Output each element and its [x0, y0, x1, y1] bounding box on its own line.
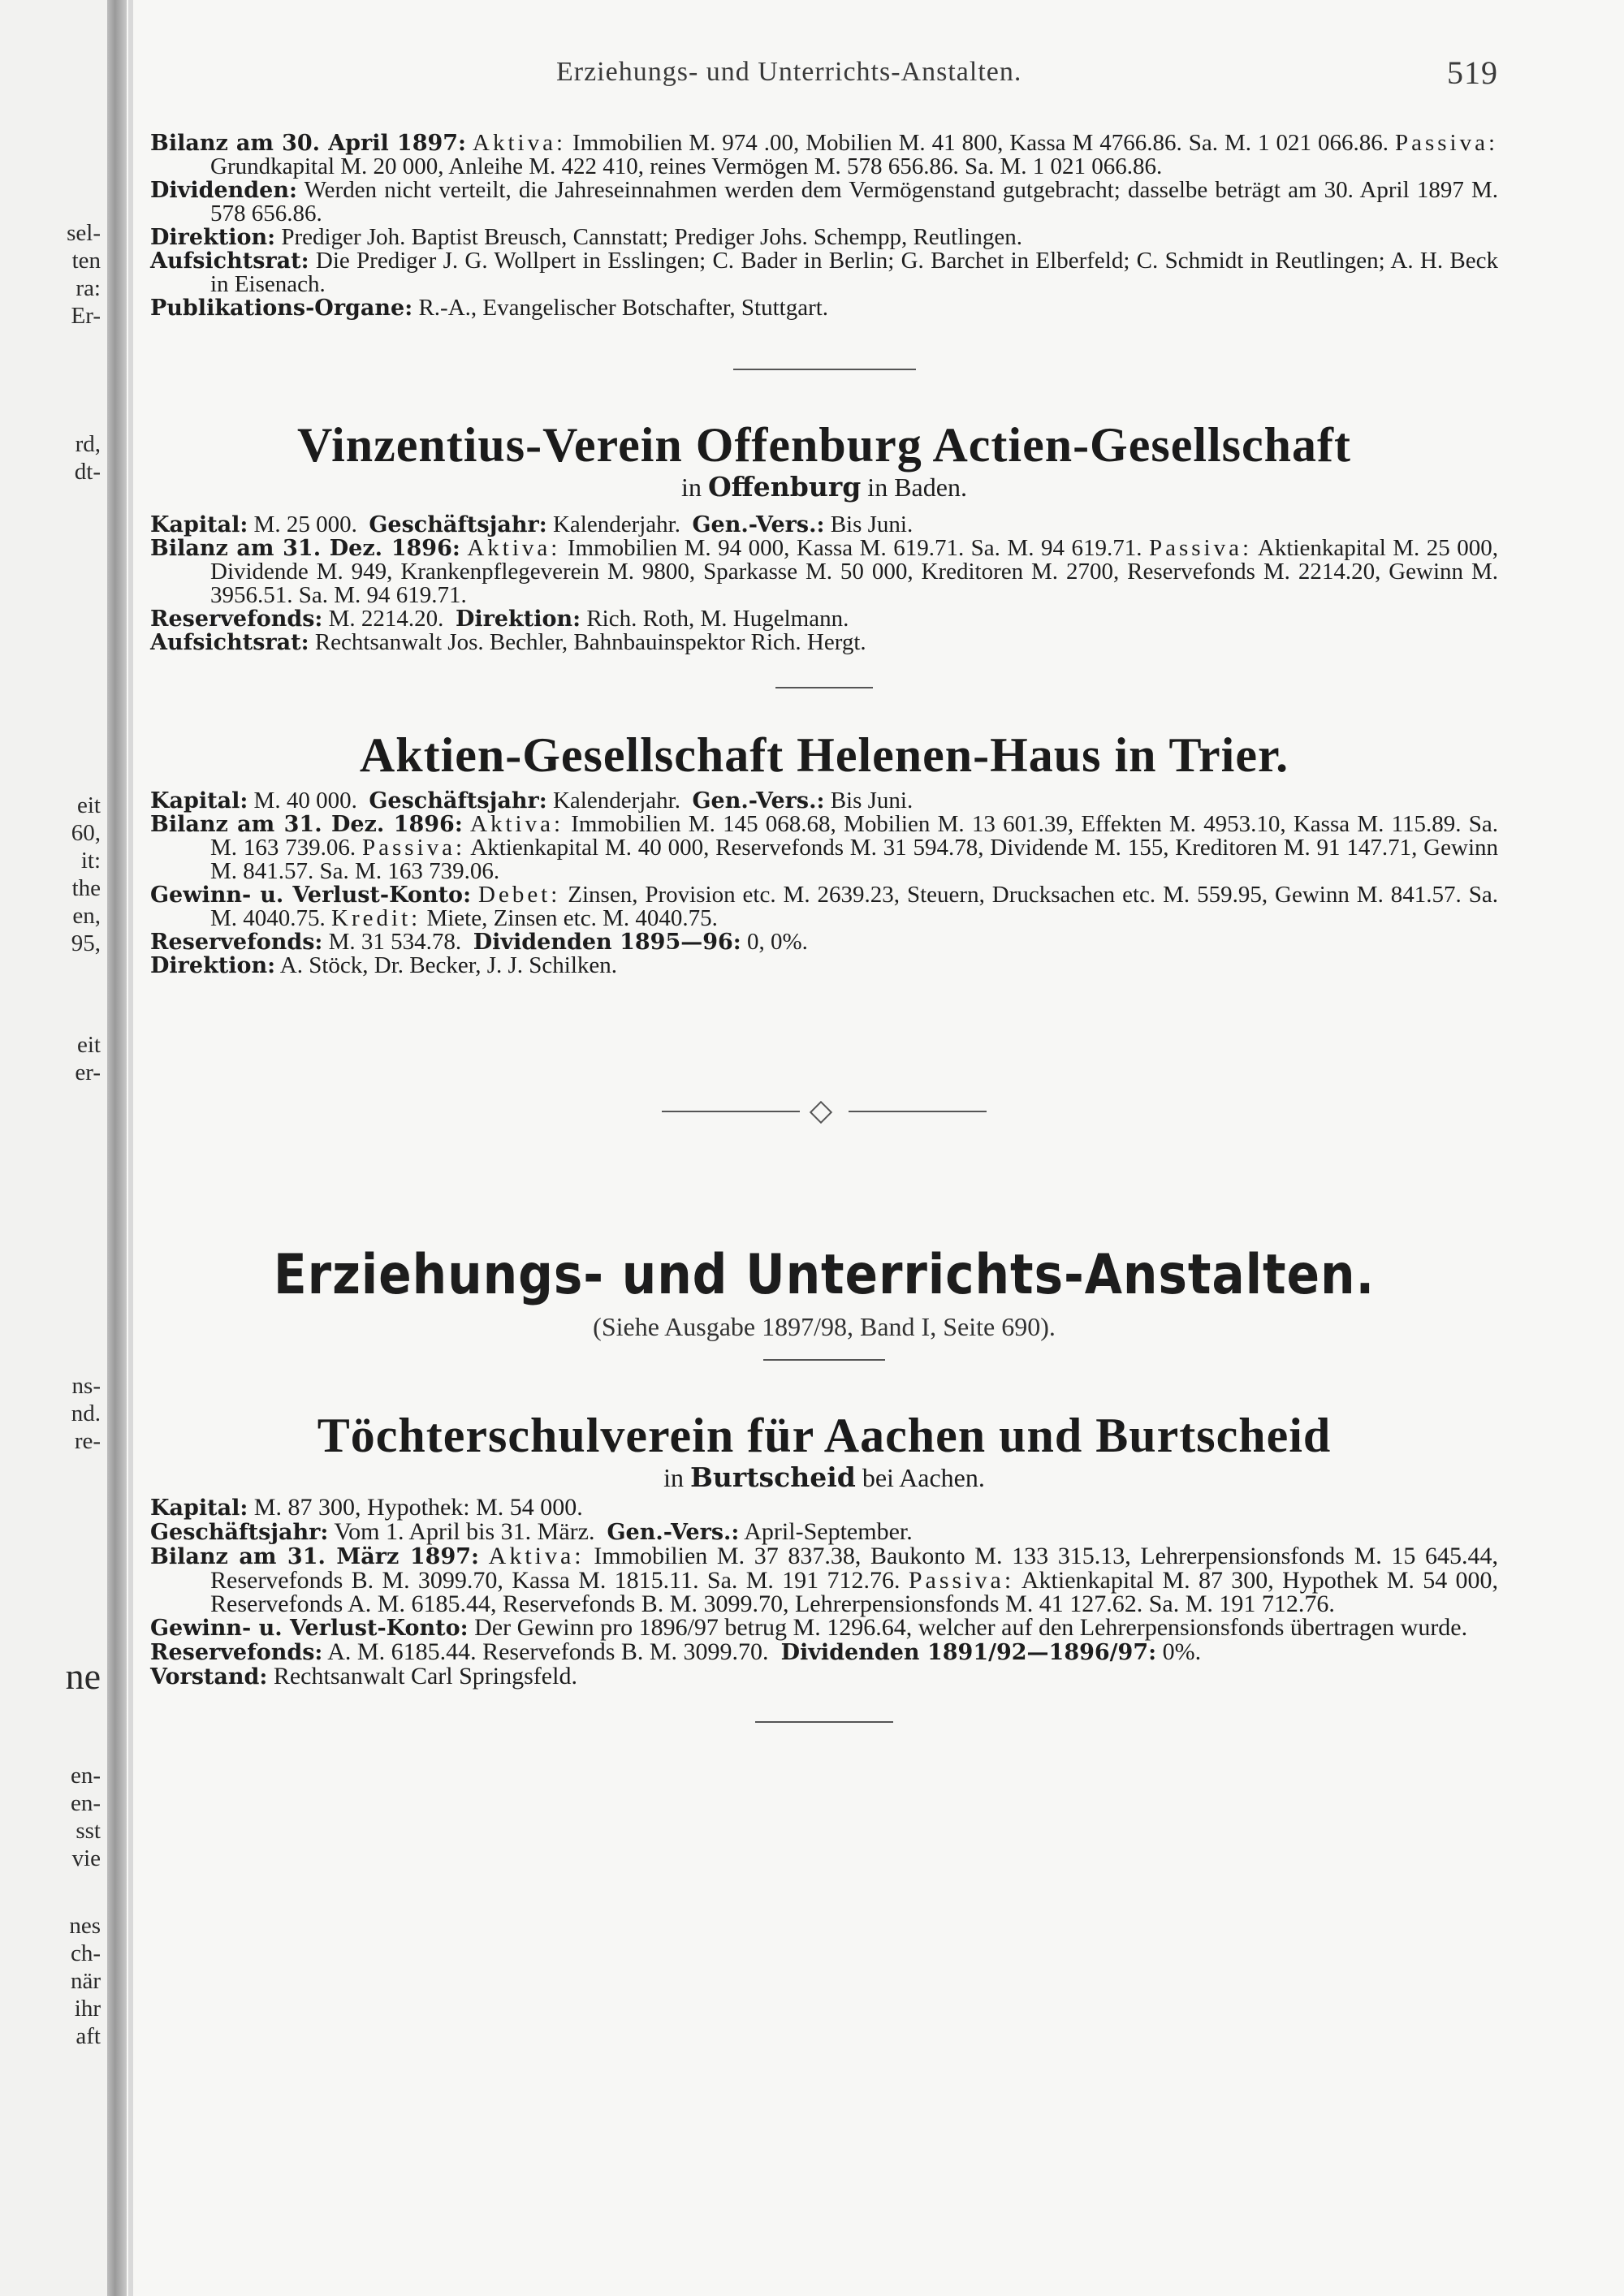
- company-entry: [150, 513, 1498, 654]
- dividenden-text: 0%.: [1162, 1638, 1202, 1665]
- margin-fragment: [32, 219, 106, 330]
- margin-line: eit: [77, 1032, 101, 1058]
- aufsichtsrat-text: Rechtsanwalt Jos. Bechler, Bahnbauinspektor Rich. Hergt.: [314, 629, 866, 655]
- ornament-line-left: [662, 1111, 800, 1112]
- geschaeftsjahr-text: Kalenderjahr.: [552, 788, 680, 814]
- guv-paragraph: [150, 883, 1498, 930]
- passiva-label: Passiva:: [361, 835, 466, 861]
- geschaeftsjahr-text: Kalenderjahr.: [552, 511, 680, 537]
- aktiva-label: Aktiva:: [488, 1543, 585, 1569]
- geschaeftsjahr-paragraph: [150, 1520, 1498, 1544]
- margin-line: eit: [77, 792, 101, 818]
- margin-line: nes: [69, 1913, 101, 1939]
- margin-line: nd.: [71, 1400, 101, 1426]
- reservefonds-text: A. M. 6185.44. Reservefonds B. M. 3099.70.: [327, 1638, 769, 1665]
- company-entry: [150, 789, 1498, 978]
- geschaeftsjahr-label: Geschäftsjahr:: [369, 512, 547, 537]
- kredit-label: Kredit:: [331, 905, 421, 931]
- direktion-paragraph: [150, 226, 1498, 249]
- direktion-label: Direktion:: [150, 225, 276, 250]
- aktiva-label: Aktiva:: [467, 535, 561, 561]
- passiva-text: Aktienkapital M. 40 000, Reservefonds M. 31 594.78, Dividende M. 155, Kreditoren M. 91 147.71, Gewinn M. 841.57. Sa. M. 163 739.06.: [210, 835, 1498, 884]
- entry-continuation: [150, 132, 1498, 320]
- page: [150, 49, 1498, 1723]
- guv-label: Gewinn- u. Verlust-Konto:: [150, 883, 472, 908]
- reservefonds-label: Reservefonds:: [150, 606, 323, 632]
- margin-fragment: [32, 1031, 106, 1086]
- company-location: [150, 1463, 1498, 1492]
- section-title: Erziehungs- und Unterrichts-Anstalten.: [273, 1243, 1376, 1307]
- aufsichtsrat-label: Aufsichtsrat:: [150, 248, 309, 274]
- kapital-text: M. 87 300, Hypothek: M. 54 000.: [253, 1494, 583, 1521]
- kredit-text: Miete, Zinsen etc. M. 4040.75.: [426, 905, 718, 931]
- passiva-label: Passiva:: [1394, 130, 1499, 156]
- margin-line: en-: [70, 1763, 101, 1789]
- bilanz-paragraph: [150, 813, 1498, 883]
- margin-line: vie: [71, 1845, 101, 1871]
- gen-vers-text: Bis Juni.: [830, 511, 914, 537]
- margin-fragment: [32, 1656, 106, 1697]
- margin-line: ns-: [71, 1373, 101, 1399]
- direktion-label: Direktion:: [455, 606, 581, 632]
- aktiva-text: Immobilien M. 94 000, Kassa M. 619.71. Sa. M. 94 619.71.: [567, 535, 1142, 561]
- publikations-label: Publikations-Organe:: [150, 296, 413, 321]
- reservefonds-label: Reservefonds:: [150, 1640, 323, 1665]
- bilanz-label: Bilanz am 31. März 1897:: [150, 1544, 480, 1569]
- company-title: Töchterschulverein für Aachen und Burtscheid: [317, 1409, 1332, 1462]
- gen-vers-text: Bis Juni.: [830, 788, 914, 814]
- kapital-label: Kapital:: [150, 788, 248, 814]
- direktion-text: Prediger Joh. Baptist Breusch, Cannstatt; Prediger Johs. Schempp, Reutlingen.: [281, 224, 1022, 250]
- running-head: [150, 49, 1498, 97]
- gen-vers-text: April-September.: [744, 1518, 913, 1545]
- dividenden-label: Dividenden:: [150, 178, 297, 203]
- margin-line: dt-: [74, 459, 101, 485]
- vorstand-text: Rechtsanwalt Carl Springsfeld.: [273, 1663, 577, 1690]
- bilanz-label: Bilanz am 31. Dez. 1896:: [150, 812, 463, 837]
- margin-line: en,: [72, 903, 101, 929]
- dividenden-label: Dividenden 1891/92—1896/97:: [780, 1640, 1157, 1665]
- passiva-label: Passiva:: [908, 1567, 1015, 1594]
- margin-line: 95,: [71, 930, 101, 956]
- direktion-text: Rich. Roth, M. Hugelmann.: [586, 606, 849, 632]
- margin-line: ne: [65, 1655, 101, 1697]
- aktiva-text: Immobilien M. 145 068.68, Mobilien M. 13 601.39, Effekten M. 4953.10, Kassa M. 115.89. Sa. M. 163 739.06.: [210, 811, 1499, 861]
- guv-label: Gewinn- u. Verlust-Konto:: [150, 1616, 469, 1641]
- bilanz-label: Bilanz am 30. April 1897:: [150, 131, 467, 156]
- vorstand-paragraph: [150, 1664, 1498, 1689]
- geschaeftsjahr-label: Geschäftsjahr:: [369, 788, 547, 814]
- page-number: 519: [1447, 54, 1498, 91]
- margin-line: Er-: [71, 303, 101, 329]
- aktiva-text: Immobilien M. 37 837.38, Baukonto M. 133 315.13, Lehrerpensionsfonds M. 15 645.44, Reservefonds B. M. 3099.70, Kassa M. 1815.11. Sa. M. 191 712.76.: [210, 1543, 1499, 1594]
- margin-fragment: [32, 1372, 106, 1455]
- aufsichtsrat-label: Aufsichtsrat:: [150, 630, 309, 655]
- kapital-label: Kapital:: [150, 1495, 248, 1521]
- location-suffix: in Baden.: [867, 473, 967, 502]
- section-subtitle: (Siehe Ausgabe 1897/98, Band I, Seite 690).: [593, 1312, 1056, 1341]
- gen-vers-label: Gen.-Vers.:: [692, 512, 825, 537]
- margin-line: 60,: [71, 820, 101, 846]
- publikations-text: R.-A., Evangelischer Botschafter, Stuttgart.: [418, 295, 829, 321]
- aufsichtsrat-text: Die Prediger J. G. Wollpert in Esslingen; C. Bader in Berlin; G. Barchet in Elberfeld; C. Schmidt in Reutlingen; A. H. Beck in Eisenach.: [210, 248, 1499, 297]
- margin-line: ten: [71, 248, 101, 274]
- margin-line: när: [70, 1968, 101, 1994]
- gen-vers-label: Gen.-Vers.:: [692, 788, 825, 814]
- margin-fragment: [32, 1912, 106, 2050]
- ornament-line-right: [849, 1111, 987, 1112]
- dividenden-paragraph: [150, 179, 1498, 226]
- bilanz-paragraph: [150, 537, 1498, 607]
- location-prefix: in: [663, 1463, 685, 1492]
- location-city: Offenburg: [707, 471, 862, 503]
- location-prefix: in: [681, 473, 702, 502]
- separator-rule: [775, 687, 873, 688]
- aktiva-label: Aktiva:: [470, 811, 564, 837]
- kapital-paragraph: [150, 513, 1498, 537]
- margin-fragment: [32, 1762, 106, 1872]
- dividenden-text: Werden nicht verteilt, die Jahreseinnahmen werden dem Vermögenstand gutgebracht; dasselbe beträgt am 30. April 1897 M. 578 656.86.: [210, 177, 1499, 227]
- aktiva-label: Aktiva:: [473, 130, 567, 156]
- location-city: Burtscheid: [690, 1461, 856, 1493]
- kapital-text: M. 40 000.: [253, 788, 357, 814]
- kapital-paragraph: [150, 789, 1498, 813]
- ornament-diamond-icon: [810, 1101, 832, 1124]
- margin-line: er-: [75, 1060, 101, 1085]
- debet-text: Zinsen, Provision etc. M. 2639.23, Steuern, Drucksachen etc. M. 559.95, Gewinn M. 841.57. Sa. M. 4040.75.: [210, 882, 1498, 931]
- margin-line: ra:: [76, 275, 101, 301]
- section-ornament: [662, 1099, 987, 1124]
- book-spine-shadow: [107, 0, 127, 2296]
- bilanz-paragraph: [150, 132, 1498, 179]
- vorstand-label: Vorstand:: [150, 1664, 268, 1690]
- margin-fragment: [32, 430, 106, 486]
- aktiva-text: Immobilien M. 974 .00, Mobilien M. 41 800, Kassa M 4766.86. Sa. M. 1 021 066.86.: [572, 130, 1389, 156]
- separator-rule: [733, 369, 916, 370]
- reserve-paragraph: [150, 1640, 1498, 1664]
- reservefonds-text: M. 31 534.78.: [328, 929, 462, 955]
- margin-line: the: [71, 875, 101, 901]
- margin-line: sst: [76, 1818, 101, 1844]
- margin-line: aft: [76, 2023, 101, 2049]
- aufsichtsrat-paragraph: [150, 631, 1498, 654]
- passiva-text: Grundkapital M. 20 000, Anleihe M. 422 410, reines Vermögen M. 578 656.86. Sa. M. 1 021 066.86.: [210, 153, 1163, 179]
- margin-fragment: [32, 792, 106, 957]
- direktion-label: Direktion:: [150, 953, 276, 978]
- reserve-paragraph: [150, 930, 1498, 954]
- margin-line: en-: [70, 1790, 101, 1816]
- company-entry: [150, 1495, 1498, 1689]
- reservefonds-text: M. 2214.20.: [328, 606, 444, 632]
- passiva-text: Aktienkapital M. 87 300, Hypothek M. 54 000, Reservefonds A. M. 6185.44, Reservefonds B. M. 3099.70, Lehrerpensionsfonds M. 41 127.62. Sa. M. 191 712.76.: [210, 1567, 1499, 1617]
- kapital-paragraph: [150, 1495, 1498, 1520]
- separator-rule: [755, 1721, 893, 1723]
- gen-vers-label: Gen.-Vers.:: [607, 1520, 740, 1545]
- dividenden-text: 0, 0%.: [747, 929, 808, 955]
- book-spine-edge: [128, 0, 133, 2296]
- margin-line: sel-: [67, 220, 101, 246]
- separator-rule: [763, 1359, 885, 1361]
- guv-text: Der Gewinn pro 1896/97 betrug M. 1296.64, welcher auf den Lehrerpensionsfonds übertragen wurde.: [474, 1614, 1468, 1641]
- margin-line: ch-: [70, 1940, 101, 1966]
- company-title: Aktien-Gesellschaft Helenen-Haus in Trier.: [359, 728, 1289, 782]
- aufsichtsrat-paragraph: [150, 249, 1498, 296]
- kapital-text: M. 25 000.: [253, 511, 357, 537]
- margin-line: ihr: [74, 1996, 101, 2022]
- company-title: Vinzentius-Verein Offenburg Actien-Gesellschaft: [296, 418, 1351, 472]
- direktion-paragraph: [150, 954, 1498, 978]
- margin-line: it:: [80, 848, 101, 874]
- direktion-text: A. Stöck, Dr. Becker, J. J. Schilken.: [279, 952, 618, 978]
- reservefonds-label: Reservefonds:: [150, 930, 323, 955]
- geschaeftsjahr-text: Vom 1. April bis 31. März.: [334, 1518, 595, 1545]
- dividenden-label: Dividenden 1895—96:: [473, 930, 741, 955]
- debet-label: Debet:: [478, 882, 561, 908]
- passiva-text: Aktienkapital M. 25 000, Dividende M. 949, Krankenpflegeverein M. 9800, Sparkasse M. 50 000, Kreditoren M. 2700, Reservefonds M. 2214.20, Gewinn M. 3956.51. Sa. M. 94 619.71.: [210, 535, 1499, 608]
- guv-paragraph: [150, 1616, 1498, 1640]
- location-suffix: bei Aachen.: [862, 1463, 985, 1492]
- bilanz-label: Bilanz am 31. Dez. 1896:: [150, 536, 460, 561]
- kapital-label: Kapital:: [150, 512, 248, 537]
- running-head-title: Erziehungs- und Unterrichts-Anstalten.: [556, 57, 1022, 87]
- passiva-label: Passiva:: [1148, 535, 1253, 561]
- reserve-paragraph: [150, 607, 1498, 631]
- margin-line: rd,: [75, 431, 101, 457]
- bilanz-paragraph: [150, 1544, 1498, 1616]
- geschaeftsjahr-label: Geschäftsjahr:: [150, 1520, 329, 1545]
- company-location: [150, 473, 1498, 502]
- margin-line: re-: [74, 1428, 101, 1454]
- publikations-paragraph: [150, 296, 1498, 320]
